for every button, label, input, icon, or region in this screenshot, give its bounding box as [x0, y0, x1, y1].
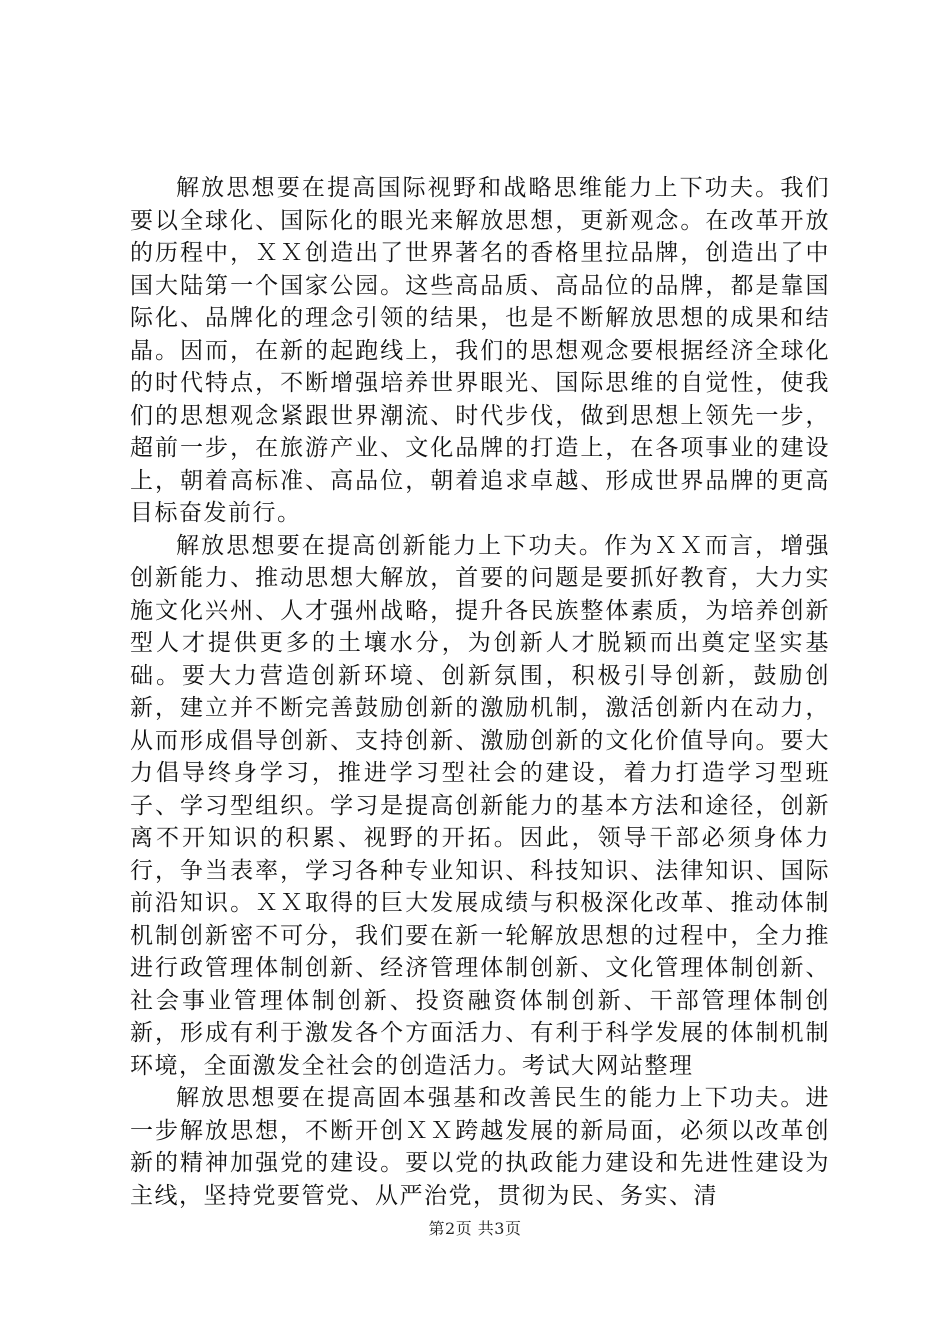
page-footer: 第2页 共3页 — [428, 1219, 522, 1238]
paragraph-international-vision: 解放思想要在提高国际视野和战略思维能力上下功夫。我们要以全球化、国际化的眼光来解放思想，更新观念。在改革开放的历程中，ＸＸ创造出了世界著名的香格里拉品牌，创造出了中国大陆第一个国家公园。这些高品质、高品位的品牌，都是靠国际化、品牌化的理念引领的结果，也是不断解放思想的成果和结晶。因而，在新的起跑线上，我们的思想观念要根据经济全球化的时代特点，不断增强培养世界眼光、国际思维的自觉性，使我们的思想观念紧跟世界潮流、时代步伐，做到思想上领先一步，超前一步，在旅游产业、文化品牌的打造上，在各项事业的建设上，朝着高标准、高品位，朝着追求卓越、形成世界品牌的更高目标奋发前行。 — [130, 175, 830, 526]
document-body — [130, 172, 830, 1212]
paragraph-innovation-capacity: 解放思想要在提高创新能力上下功夫。作为ＸＸ而言，增强创新能力、推动思想大解放，首要的问题是要抓好教育，大力实施文化兴州、人才强州战略，提升各民族整体素质，为培养创新型人才提供更多的土壤水分，为创新人才脱颖而出奠定坚实基础。要大力营造创新环境、创新氛围，积极引导创新，鼓励创新，建立并不断完善鼓励创新的激励机制，激活创新内在动力，从而形成倡导创新、支持创新、激励创新的文化价值导向。要大力倡导终身学习，推进学习型社会的建设，着力打造学习型班子、学习型组织。学习是提高创新能力的基本方法和途径，创新离不开知识的积累、视野的开拓。因此，领导干部必须身体力行，争当表率，学习各种专业知识、科技知识、法律知识、国际前沿知识。ＸＸ取得的巨大发展成绩与积极深化改革、推动体制机制创新密不可分，我们要在新一轮解放思想的过程中，全力推进行政管理体制创新、经济管理体制创新、文化管理体制创新、社会事业管理体制创新、投资融资体制创新、干部管理体制创新，形成有利于激发各个方面活力、有利于科学发展的体制机制环境，全面激发全社会的创造活力。考试大网站整理 — [130, 532, 830, 1079]
paragraph-livelihood: 解放思想要在提高固本强基和改善民生的能力上下功夫。进一步解放思想，不断开创ＸＸ跨越发展的新局面，必须以改革创新的精神加强党的建设。要以党的执政能力建设和先进性建设为主线，坚持党要管党、从严治党，贯彻为民、务实、清 — [130, 1085, 830, 1209]
